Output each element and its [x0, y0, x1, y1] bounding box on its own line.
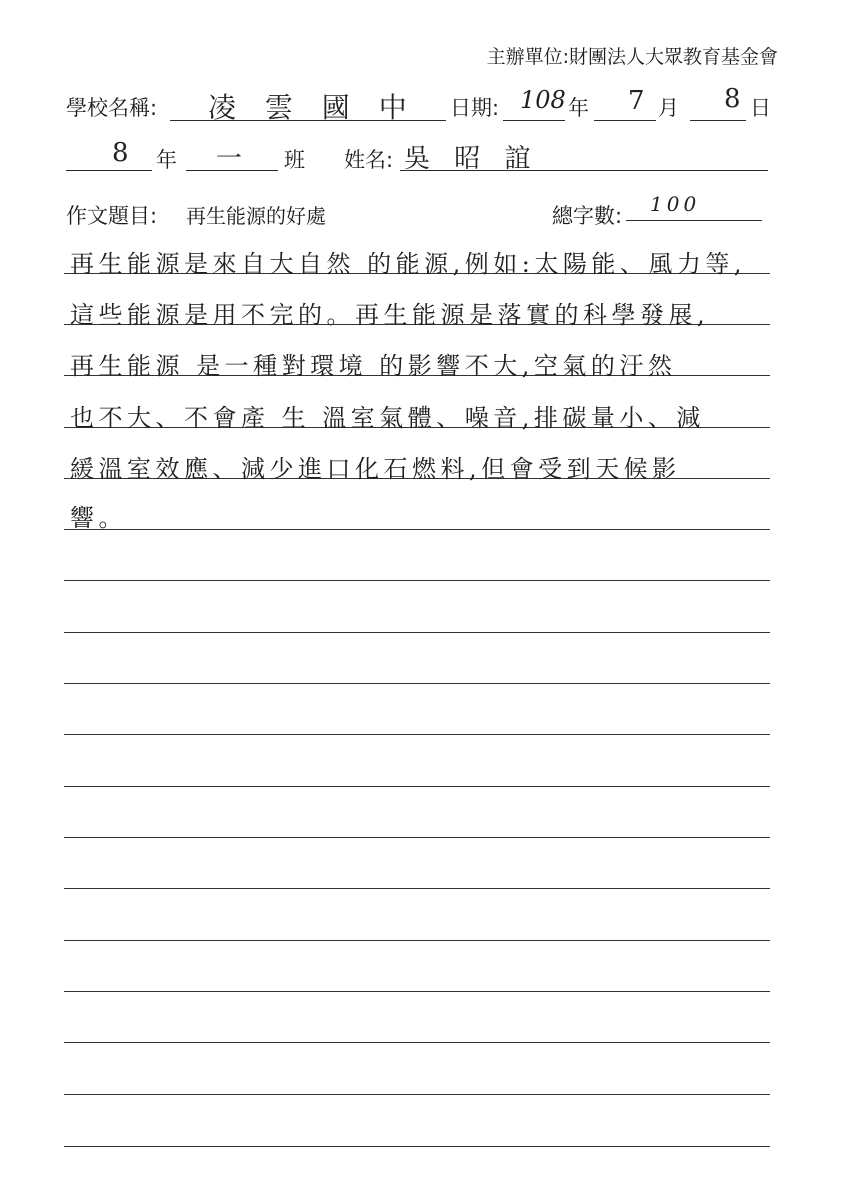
date-label: 日期:	[450, 96, 500, 120]
topic-label: 作文題目:	[66, 204, 158, 228]
date-year-unit: 年	[568, 96, 589, 120]
writing-line	[64, 940, 770, 941]
name-underline	[400, 170, 768, 171]
name-value[interactable]: 吳 昭 誼	[404, 144, 539, 174]
writing-line	[64, 683, 770, 684]
word-count-label: 總字數:	[552, 204, 623, 228]
writing-line	[64, 1146, 770, 1147]
class-underline	[186, 170, 278, 171]
class-value[interactable]: 一	[216, 144, 243, 174]
word-count-value[interactable]: 100	[650, 192, 701, 216]
name-label: 姓名:	[344, 148, 394, 172]
topic-value: 再生能源的好處	[186, 204, 326, 228]
date-day-underline	[690, 120, 746, 121]
writing-line	[64, 837, 770, 838]
school-value[interactable]: 凌 雲 國 中	[208, 91, 417, 124]
writing-line	[64, 786, 770, 787]
date-month-unit: 月	[658, 96, 679, 120]
grade-value[interactable]: 8	[112, 138, 129, 168]
school-label: 學校名稱:	[66, 96, 158, 120]
date-day-value[interactable]: 8	[724, 84, 741, 114]
writing-line	[64, 580, 770, 581]
essay-line-2[interactable]: 這些能源是用不完的。再生能源是落實的科學發展,	[70, 301, 710, 329]
essay-line-5[interactable]: 緩溫室效應、減少進口化石燃料,但會受到天候影	[70, 455, 681, 483]
essay-line-1[interactable]: 再生能源是來自大自然 的能源,例如:太陽能、風力等,	[70, 250, 746, 278]
date-year-underline	[503, 120, 565, 121]
essay-line-6[interactable]: 響。	[70, 504, 127, 532]
essay-line-3[interactable]: 再生能源 是一種對環境 的影響不大,空氣的汙然	[70, 352, 677, 380]
writing-line	[64, 632, 770, 633]
date-year-value[interactable]: 108	[520, 86, 566, 114]
organizer-header: 主辦單位:財團法人大眾教育基金會	[486, 46, 778, 68]
grade-unit: 年	[156, 148, 177, 172]
writing-line	[64, 1094, 770, 1095]
writing-line	[64, 991, 770, 992]
word-count-underline	[626, 220, 762, 221]
writing-line	[64, 734, 770, 735]
date-day-unit: 日	[750, 96, 771, 120]
class-unit: 班	[284, 148, 305, 172]
date-month-underline	[594, 120, 656, 121]
grade-underline	[66, 170, 152, 171]
school-underline	[170, 120, 446, 121]
date-month-value[interactable]: 7	[628, 86, 645, 116]
essay-line-4[interactable]: 也不大、不會產 生 溫室氣體、噪音,排碳量小、減	[70, 404, 705, 432]
writing-line	[64, 888, 770, 889]
writing-line	[64, 1042, 770, 1043]
